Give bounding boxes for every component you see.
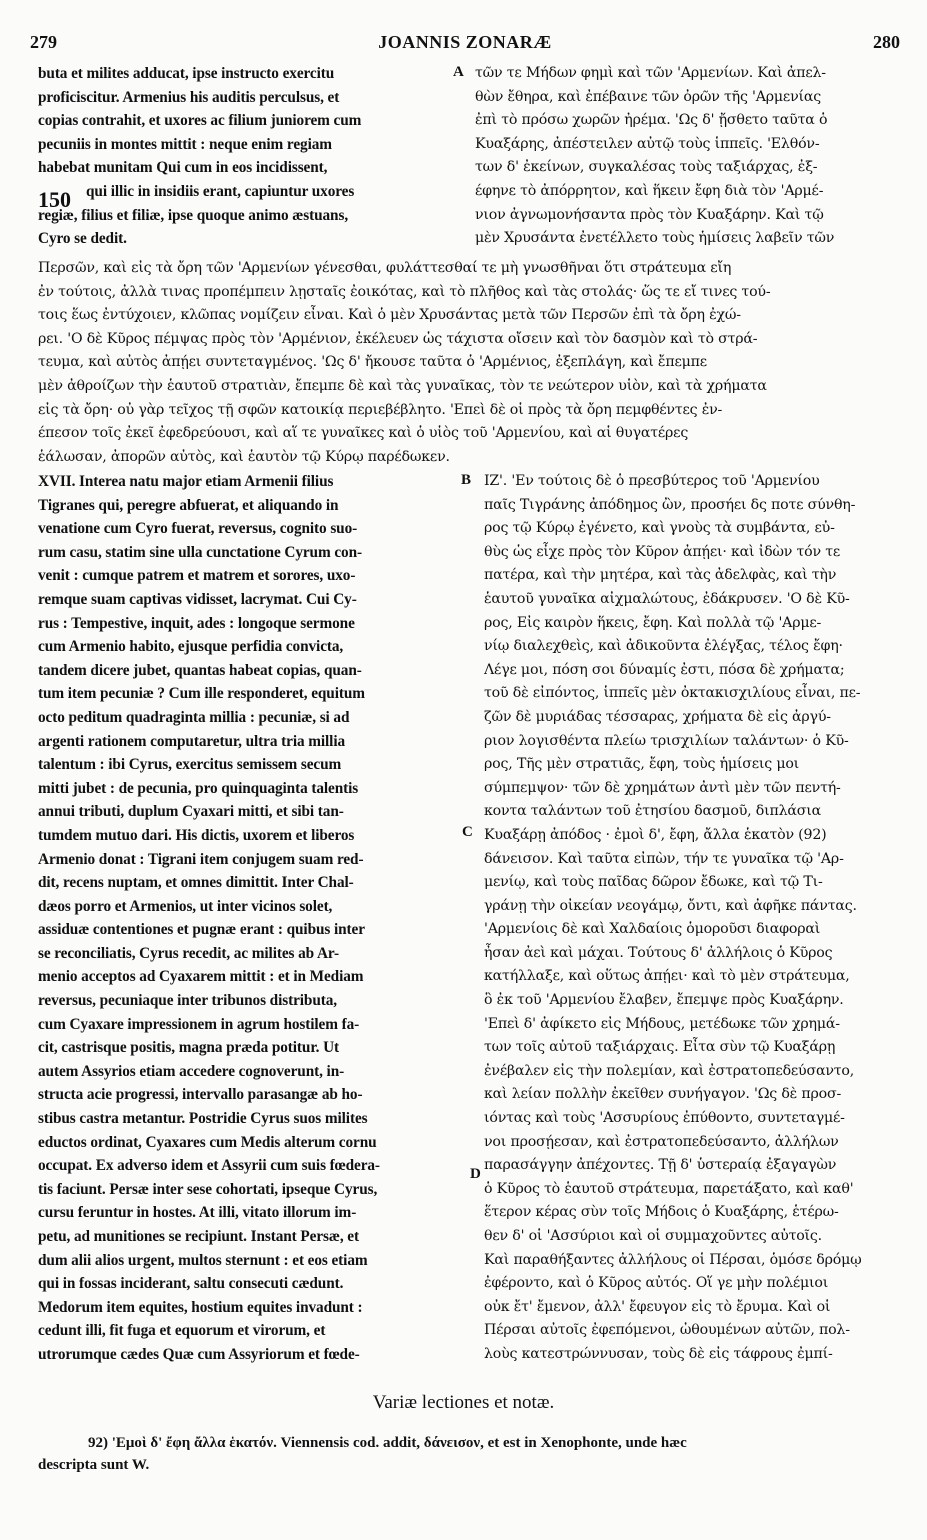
text-line: cit, castrisque positis, magna præda potitur. Ut	[38, 1039, 340, 1057]
margin-letter-b: B	[461, 472, 472, 488]
text-line: venit : cumque patrem et matrem et sorores, uxo-	[38, 567, 356, 585]
text-line: μὲν ἀθροίζων τὴν ἑαυτοῦ στρατιὰν, ἔπεμπε δὲ καὶ τὰς γυναῖκας, τὸν τε νεώτερον υἱὸν, καὶ τὰ χρήματα	[38, 377, 767, 394]
text-line: Armenio donat : Tigrani item conjugem suam red-	[38, 850, 364, 868]
text-line: ἑαυτοῦ γυναῖκα αἰχμαλώτους, ἐδάκρυσεν. 'Ο δὲ Κῦ-	[484, 590, 850, 607]
text-line: octo peditum quadraginta millia : pecuniæ, si ad	[38, 708, 350, 726]
text-line: menio acceptos ad Cyaxarem mittit : et in Mediam	[38, 968, 364, 986]
margin-letter-d: D	[470, 1166, 481, 1182]
text-line: habebat munitam Qui cum in eos incidissent,	[38, 159, 328, 177]
text-line: remque suam captivas vidisset, lacrymat. Cui Cy-	[38, 590, 357, 608]
text-line: petu, ad munitiones se recipiunt. Instant Persæ, et	[38, 1228, 359, 1245]
line-number-150: 150	[38, 187, 71, 212]
text-line: των τοῖς αὐτοῦ ταξιάρχαις. Εἶτα σὺν τῷ Κυαξάρῃ	[484, 1039, 836, 1056]
running-header	[30, 32, 900, 58]
greek-column-top	[475, 62, 900, 251]
text-line: τευμα, καὶ αὐτὸς ἀπῄει συντεταγμένος. 'Ως δ' ἤκουσε ταῦτα ὁ 'Αρμένιος, ἐξεπλάγη, καὶ ἔπεμπε	[38, 354, 707, 371]
text-line: σύμπεμψον· τῶν δὲ χρημάτων ἀντὶ μὲν τῶν πεντή-	[484, 779, 841, 796]
text-line: ἑάλωσαν, ἀπορῶν αὐτὸς, καὶ ἑαυτὸν τῷ Κύρῳ παρέδωκεν.	[38, 448, 450, 465]
text-line: ἐφέροντο, καὶ ὁ Κῦρος αὐτός. Οἵ γε μὴν πολέμιοι	[484, 1275, 829, 1292]
section-heading-line: XVII. Interea natu major etiam Armenii filius	[38, 473, 334, 490]
text-line: των δ' ἐκείνων, συγκαλέσας τοὺς ταξιάρχας, ἐξ-	[475, 159, 818, 176]
text-line: τοῦ δὲ εἰπόντος, ἱππεῖς μὲν ὀκτακισχιλίους εἶναι, πε-	[484, 685, 861, 702]
text-line: έφηνε τὸ ἀπόρρητον, καὶ ἥκειν ἔφη διὰ τὸν 'Αρμέ-	[475, 182, 824, 199]
text-line: venatione cum Cyro fuerat, reversus, cognito suo-	[38, 520, 358, 538]
text-line: κοντα ταλάντων τοῦ ἐτησίου δασμοῦ, διπλάσια	[484, 803, 822, 820]
text-line: νοι προσῄεσαν, καὶ ἐστρατοπεδεύσαντο, ἀλλήλων	[484, 1133, 839, 1150]
text-line: μὲν Χρυσάντα ἐνετέλλετο τοὺς ἡμίσεις λαβεῖν τῶν	[475, 230, 835, 247]
text-line: occupat. Ex adverso idem et Assyrii cum suis fœdera-	[38, 1157, 380, 1175]
text-line: καὶ λείαν πολλὴν ἐκεῖθεν συνήγαγον. 'Ως δὲ προσ-	[484, 1086, 842, 1103]
text-line: ριον λογισθέντα πλείω τρισχιλίων ταλάντων· ὁ Κῦ-	[484, 732, 849, 749]
text-line: eductos ordinat, Cyaxares cum Medis alterum cornu	[38, 1133, 377, 1151]
text-line: talentum : ibi Cyrus, exercitus semissem secum	[38, 756, 342, 774]
text-line: ζῶν δὲ μυριάδας τέσσαρας, χρήματα δὲ εἰς ἀργύ-	[484, 708, 831, 725]
text-line: τοις ἕως ἐντύχοιεν, κλῶπας νομίζειν εἶναι. Καὶ ὁ μὲν Χρυσάντας μετὰ τῶν Περσῶν ἐπὶ τὰ ὄρη ἐχώ-	[38, 307, 741, 324]
text-line: ἐπὶ τὸ πρόσω χωρῶν ἠρέμα. 'Ως δ' ᾔσθετο ταῦτα ὁ	[475, 112, 828, 129]
text-line: autem Assyrios etiam accedere cognoverunt, in-	[38, 1062, 345, 1080]
text-line: tis faciunt. Persæ inter sese cohortati, ipseque Cyrus,	[38, 1180, 378, 1198]
text-line: dum alii alios urgent, multos sternunt : et eos etiam	[38, 1251, 368, 1269]
text-line: cum Armenio habito, ejusque perfidia convicta,	[38, 638, 344, 656]
text-line: πατέρα, καὶ τὴν μητέρα, καὶ τὰς ἀδελφὰς, καὶ τὴν	[484, 567, 837, 584]
text-line: cum Cyaxare impressionem in agrum hostilem fa-	[38, 1015, 360, 1033]
text-line: dit, recens nuptam, et omnes dimittit. Inter Chal-	[38, 874, 354, 892]
text-line: rum casu, statim sine ulla cunctatione Cyrum con-	[38, 543, 362, 561]
text-line: εἰς τὰ ὄρη· οὐ γὰρ τεῖχος τῇ σφῶν κατοικίᾳ περιεβέβλητο. 'Επεὶ δὲ οἱ πρὸς τὰ ὄρη πεμφθέντες ἐν-	[38, 401, 723, 418]
text-line: μενίῳ, καὶ τοὺς παῖδας δῶρον ἔδωκε, καὶ τῷ Τι-	[484, 874, 823, 891]
text-line: ὃ ἐκ τοῦ 'Αρμενίου ἔλαβεν, ἔπεμψε πρὸς Κυαξάρην.	[484, 992, 844, 1009]
text-line: qui illic in insidiis erant, capiuntur uxores	[86, 182, 355, 200]
text-line: έπεσον τοῖς ἐκεῖ ἐφεδρεύουσι, καὶ αἵ τε γυναῖκες καὶ ὁ υἱὸς τοῦ 'Αρμενίου, καὶ αἱ θυγατέρες	[38, 425, 689, 442]
latin-column-main	[38, 470, 458, 1367]
text-line: dæos porro et Armenios, ut inter vicinos solet,	[38, 897, 333, 915]
text-line: ιόντας καὶ τοὺς 'Ασσυρίους ἐπύθοντο, συντεταγμέ-	[484, 1110, 845, 1127]
text-line: θεν δ' οἱ 'Ασσύριοι καὶ οἱ συμμαχοῦντες αὐτοῖς.	[484, 1228, 822, 1244]
running-title: JOANNIS ZONARÆ	[378, 32, 552, 52]
text-line: cedunt illi, fit fuga et equorum et virorum, et	[38, 1322, 326, 1340]
text-line: rus : Tempestive, inquit, ades : longoque sermone	[38, 614, 355, 632]
text-line: παρασάγγην ἀπέχοντες. Τῇ δ' ὑστεραίᾳ ἐξαγαγὼν	[484, 1157, 837, 1174]
text-line: regiæ, filius et filiæ, ipse quoque animo æstuans,	[38, 206, 349, 224]
text-line: Πέρσαι αὐτοῖς ἐφεπόμενοι, ὠθουμένων αὐτῶν, πολ-	[484, 1322, 850, 1339]
text-line: se reconciliatis, Cyrus recedit, ac milites ab Ar-	[38, 944, 340, 962]
text-line: Καὶ παραθήξαντες ἀλλήλους οἱ Πέρσαι, ὁμόσε δρόμῳ	[484, 1251, 862, 1268]
text-line: ἐν τούτοις, ἀλλὰ τινας προπέμπειν λῃσταῖς ἐοικότας, καὶ τὸ πλῆθος καὶ τὰς στολάς· ὥς τε εἴ τινες τού-	[38, 283, 771, 300]
text-line: Medorum item equites, hostium equites invadunt :	[38, 1298, 363, 1316]
text-line: Κυαξάρῃ ἀπόδος · ἐμοὶ δ', ἔφη, ἄλλα ἑκατὸν (92)	[484, 826, 827, 843]
text-line: copias contrahit, et uxores ac filium juniorem cum	[38, 112, 362, 130]
text-line: Cyro se dedit.	[38, 230, 127, 248]
text-line: tumdem mutuo dari. His dictis, uxorem et liberos	[38, 826, 355, 844]
margin-letter-c: C	[462, 824, 473, 840]
greek-full-width-block	[38, 257, 896, 469]
text-line: νιον ἀγνωμονήσαντα πρὸς τὸν Κυαξάρην. Καὶ τῷ	[475, 206, 824, 223]
footnote-line: descripta sunt W.	[38, 1457, 150, 1473]
text-line: structa acie progressi, intervallo parasangæ ab ho-	[38, 1086, 363, 1104]
latin-column-top	[38, 62, 458, 251]
text-line: proficiscitur. Armenius his auditis perculsus, et	[38, 88, 340, 106]
text-line: ρος, Εἰς καιρὸν ἥκεις, ἔφη. Καὶ πολλὰ τῷ 'Αρμε-	[484, 614, 822, 631]
text-line: νίῳ διαλεχθεὶς, καὶ ἀδικοῦντα ἐλέγξας, τέλος ἔφη·	[484, 638, 843, 655]
margin-letter-a: A	[453, 64, 464, 80]
text-line: 'Επεὶ δ' ἀφίκετο εἰς Μήδους, μετέδωκε τῶν χρημά-	[484, 1015, 840, 1032]
text-line: pecuniis in montes mittit : neque enim regiam	[38, 135, 332, 153]
text-line: παῖς Τιγράνης ἀπόδημος ὢν, προσήει δς ποτε σύνθη-	[484, 496, 856, 513]
text-line: tum item pecuniæ ? Cum ille responderet, equitum	[38, 685, 365, 703]
text-line: γράνῃ τὴν οἰκείαν νεογάμῳ, ὄντι, καὶ ἀφῆκε πάντας.	[484, 897, 857, 914]
greek-column-main	[484, 470, 900, 1367]
text-line: 'Αρμενίοις δὲ καὶ Χαλδαίοις ὁμοροῦσι διαφοραὶ	[484, 921, 821, 938]
text-line: ἐνέβαλεν εἰς τὴν πολεμίαν, καὶ ἐστρατοπεδεύσαντο,	[484, 1062, 855, 1079]
text-line: annui tributi, duplum Cyaxari mitti, et sibi tan-	[38, 803, 344, 821]
text-line: tandem dicere jubet, quantas habeat copias, quan-	[38, 661, 362, 679]
text-line: λοὺς κατεστρώννυσαν, τοὺς δὲ εἰς τάφρους ἐμπί-	[484, 1345, 833, 1362]
text-line: stibus castra metantur. Postridie Cyrus suos milites	[38, 1110, 368, 1128]
text-line: ὁ Κῦρος τὸ ἑαυτοῦ στράτευμα, παρετάξατο, καὶ καθ'	[484, 1180, 854, 1197]
text-line: Λέγε μοι, πόση σοι δύναμίς ἐστι, πόσα δὲ χρήματα;	[484, 661, 845, 678]
footnote-line: 92) 'Εμοὶ δ' ἔφη ἄλλα ἑκατόν. Viennensis cod. addit, δάνεισον, et est in Xenophonte, unde hæc	[88, 1435, 687, 1451]
text-line: qui in fossas inciderant, saltu consecuti cædunt.	[38, 1275, 344, 1293]
footnote-block	[38, 1432, 898, 1476]
text-line: ἦσαν ἀεὶ καὶ μάχαι. Τούτους δ' ἀλλήλοις ὁ Κῦρος	[484, 944, 833, 961]
text-line: θὺς ὡς εἶχε πρὸς τὸν Κῦρον ἀπῄει· καὶ ἰδὼν τόν τε	[484, 543, 841, 560]
page-number-right: 280	[873, 32, 900, 52]
text-line: ρος τῷ Κύρῳ ἐγένετο, καὶ γνοὺς τὰ συμβάντα, εὐ-	[484, 520, 835, 537]
text-line: τῶν τε Μήδων φημὶ καὶ τῶν 'Αρμενίων. Καὶ ἀπελ-	[475, 65, 826, 81]
text-line: buta et milites adducat, ipse instructo exercitu	[38, 65, 335, 82]
page-number-left: 279	[30, 32, 57, 52]
text-line: mitti jubet : de pecunia, pro quinquaginta talentis	[38, 779, 359, 797]
text-line: utrorumque cædes Quæ cum Assyriorum et fœde-	[38, 1345, 360, 1363]
text-line: argenti rationem computaretur, ultra tria millia	[38, 732, 346, 750]
text-line: δάνεισον. Καὶ ταῦτα εἰπὼν, τήν τε γυναῖκα τῷ 'Αρ-	[484, 850, 844, 867]
text-line: cursu feruntur in hostes. At illi, vitato illorum im-	[38, 1204, 357, 1222]
text-line: ἕτερον κέρας σὺν τοῖς Μήδοις ὁ Κυαξάρης, ἑτέρω-	[484, 1204, 839, 1221]
text-line: Tigranes qui, peregre abfuerat, et aliquando in	[38, 496, 339, 514]
text-line: Περσῶν, καὶ εἰς τὰ ὄρη τῶν 'Αρμενίων γένεσθαι, φυλάττεσθαί τε μὴ γνωσθῆναι ὅτι στράτευμα εἴη	[38, 260, 732, 276]
text-line: ρος, Τῆς μὲν στρατιᾶς, ἔφη, τοὺς ἡμίσεις μοι	[484, 756, 800, 773]
text-line: ρει. 'Ο δὲ Κῦρος πέμψας πρὸς τὸν 'Αρμένιον, ἐκέλευεν ὡς τάχιστα οἴσειν καὶ τὸν δασμὸν καὶ τὸ στρά-	[38, 330, 758, 347]
text-line: reversus, pecuniaque inter tribunos distributa,	[38, 992, 338, 1010]
section-heading-line: ΙΖ'. 'Εν τούτοις δὲ ὁ πρεσβύτερος τοῦ 'Αρμενίου	[484, 473, 820, 489]
text-line: θὼν ἔθηρα, καὶ ἐπέβαινε τῶν ὀρῶν τῆς 'Αρμενίας	[475, 88, 821, 105]
text-line: assiduæ contentiones et pugnæ erant : quibus inter	[38, 921, 365, 939]
text-line: κατήλλαξε, καὶ οὕτως ἀπῄει· καὶ τὸ μὲν στράτευμα,	[484, 968, 850, 985]
notes-heading: Variæ lectiones et notæ.	[372, 1392, 555, 1413]
text-line: οὐκ ἔτ' ἔμενον, ἀλλ' ἔφευγον εἰς τὸ ἔρυμα. Καὶ οἱ	[484, 1298, 831, 1315]
text-line: Κυαξάρης, ἀπέστειλεν αὐτῷ τοὺς ἱππεῖς. 'Ελθόν-	[475, 135, 820, 152]
